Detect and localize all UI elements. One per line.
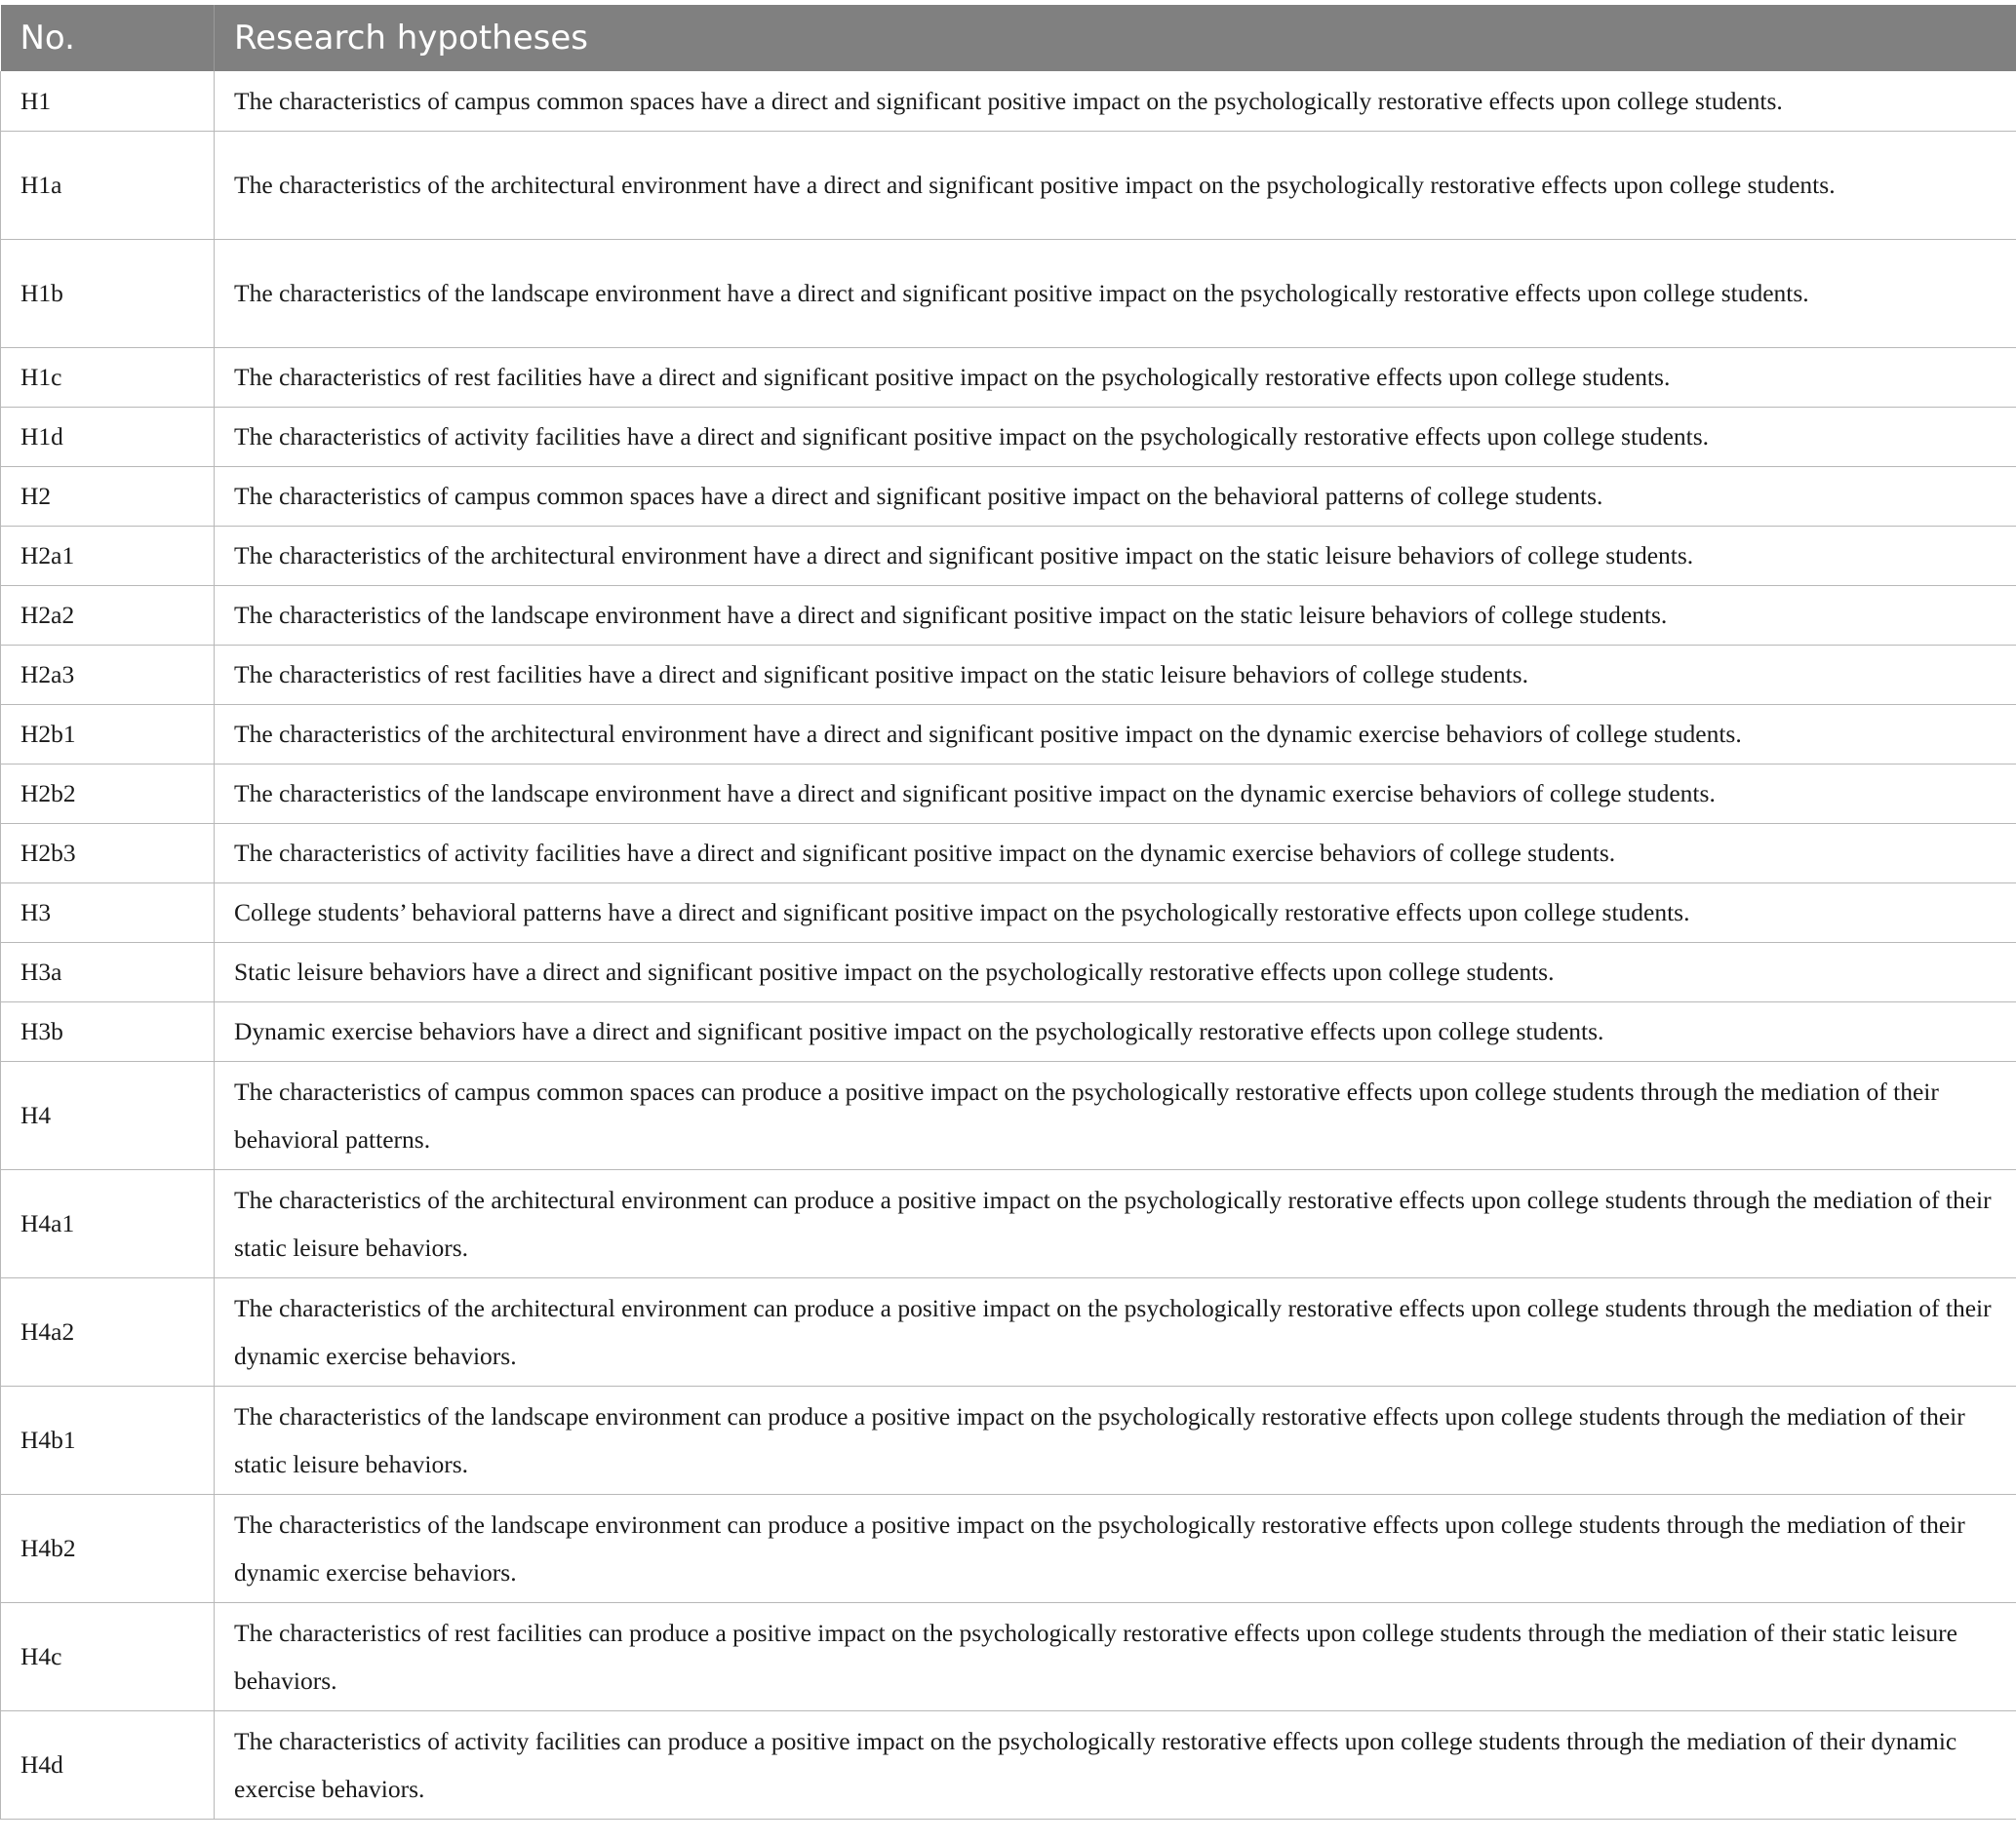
hypothesis-number: H2b2: [1, 764, 215, 823]
table-row: [1, 882, 2016, 942]
table-row: [1, 1001, 2016, 1061]
hypothesis-text: The characteristics of the architectural environment can produce a positive impact on the psychologically restorative effects upon college students through the mediation of their dynamic exercise behaviors.: [215, 1277, 2016, 1386]
hypotheses-table-container: [0, 5, 2016, 1820]
table-row: [1, 942, 2016, 1001]
table-row: [1, 1277, 2016, 1386]
hypothesis-text: The characteristics of the landscape environment can produce a positive impact on the psychologically restorative effects upon college students through the mediation of their static leisure behaviors.: [215, 1386, 2016, 1494]
hypothesis-text: The characteristics of the architectural environment have a direct and significant positive impact on the psychologically restorative effects upon college students.: [215, 131, 2016, 239]
hypothesis-text: The characteristics of the architectural environment have a direct and significant positive impact on the dynamic exercise behaviors of college students.: [215, 704, 2016, 764]
hypothesis-number: H2b3: [1, 823, 215, 882]
hypothesis-text: Static leisure behaviors have a direct and significant positive impact on the psychologically restorative effects upon college students.: [215, 942, 2016, 1001]
hypothesis-number: H4b1: [1, 1386, 215, 1494]
hypothesis-number: H4a2: [1, 1277, 215, 1386]
table-row: [1, 585, 2016, 645]
table-row: [1, 1494, 2016, 1602]
hypothesis-number: H2: [1, 466, 215, 526]
hypothesis-number: H2b1: [1, 704, 215, 764]
table-header: [1, 5, 2016, 71]
table-row: [1, 347, 2016, 407]
hypothesis-text: The characteristics of the landscape environment have a direct and significant positive impact on the static leisure behaviors of college students.: [215, 585, 2016, 645]
hypothesis-text: The characteristics of rest facilities have a direct and significant positive impact on the static leisure behaviors of college students.: [215, 645, 2016, 704]
table-row: [1, 1710, 2016, 1819]
hypothesis-number: H2a1: [1, 526, 215, 585]
header-row: [1, 5, 2016, 71]
hypothesis-text: The characteristics of rest facilities have a direct and significant positive impact on the psychologically restorative effects upon college students.: [215, 347, 2016, 407]
hypothesis-text: The characteristics of the landscape environment have a direct and significant positive impact on the psychologically restorative effects upon college students.: [215, 239, 2016, 347]
table-row: [1, 71, 2016, 131]
hypothesis-number: H2a2: [1, 585, 215, 645]
hypothesis-number: H4b2: [1, 1494, 215, 1602]
hypothesis-number: H4d: [1, 1710, 215, 1819]
hypothesis-number: H4: [1, 1061, 215, 1169]
hypothesis-text: The characteristics of campus common spaces can produce a positive impact on the psychologically restorative effects upon college students through the mediation of their behavioral patterns.: [215, 1061, 2016, 1169]
hypothesis-number: H3: [1, 882, 215, 942]
table-row: [1, 466, 2016, 526]
hypothesis-number: H1a: [1, 131, 215, 239]
table-body: [1, 71, 2016, 1819]
table-row: [1, 131, 2016, 239]
hypothesis-number: H1b: [1, 239, 215, 347]
hypothesis-number: H1: [1, 71, 215, 131]
table-row: [1, 1061, 2016, 1169]
hypothesis-number: H2a3: [1, 645, 215, 704]
hypothesis-text: The characteristics of the architectural environment can produce a positive impact on the psychologically restorative effects upon college students through the mediation of their static leisure behaviors.: [215, 1169, 2016, 1277]
table-row: [1, 407, 2016, 466]
hypotheses-table: [0, 5, 2016, 1820]
hypothesis-number: H3a: [1, 942, 215, 1001]
table-row: [1, 1386, 2016, 1494]
hypothesis-text: The characteristics of rest facilities can produce a positive impact on the psychologically restorative effects upon college students through the mediation of their static leisure behaviors.: [215, 1602, 2016, 1710]
hypothesis-text: The characteristics of the landscape environment can produce a positive impact on the psychologically restorative effects upon college students through the mediation of their dynamic exercise behaviors.: [215, 1494, 2016, 1602]
table-row: [1, 526, 2016, 585]
hypothesis-number: H1d: [1, 407, 215, 466]
table-row: [1, 1602, 2016, 1710]
header-no: No.: [1, 5, 215, 71]
hypothesis-number: H4a1: [1, 1169, 215, 1277]
hypothesis-text: The characteristics of activity facilities can produce a positive impact on the psychologically restorative effects upon college students through the mediation of their dynamic exercise behaviors.: [215, 1710, 2016, 1819]
table-row: [1, 823, 2016, 882]
hypothesis-text: The characteristics of campus common spaces have a direct and significant positive impact on the behavioral patterns of college students.: [215, 466, 2016, 526]
hypothesis-text: The characteristics of activity facilities have a direct and significant positive impact on the dynamic exercise behaviors of college students.: [215, 823, 2016, 882]
hypothesis-text: College students’ behavioral patterns have a direct and significant positive impact on the psychologically restorative effects upon college students.: [215, 882, 2016, 942]
table-row: [1, 764, 2016, 823]
table-row: [1, 1169, 2016, 1277]
hypothesis-text: The characteristics of the landscape environment have a direct and significant positive impact on the dynamic exercise behaviors of college students.: [215, 764, 2016, 823]
hypothesis-text: The characteristics of the architectural environment have a direct and significant positive impact on the static leisure behaviors of college students.: [215, 526, 2016, 585]
hypothesis-number: H3b: [1, 1001, 215, 1061]
table-row: [1, 704, 2016, 764]
hypothesis-text: Dynamic exercise behaviors have a direct and significant positive impact on the psychologically restorative effects upon college students.: [215, 1001, 2016, 1061]
hypothesis-number: H4c: [1, 1602, 215, 1710]
table-row: [1, 239, 2016, 347]
table-row: [1, 645, 2016, 704]
hypothesis-text: The characteristics of campus common spaces have a direct and significant positive impact on the psychologically restorative effects upon college students.: [215, 71, 2016, 131]
hypothesis-number: H1c: [1, 347, 215, 407]
header-research-hypotheses: Research hypotheses: [215, 5, 2016, 71]
hypothesis-text: The characteristics of activity facilities have a direct and significant positive impact on the psychologically restorative effects upon college students.: [215, 407, 2016, 466]
